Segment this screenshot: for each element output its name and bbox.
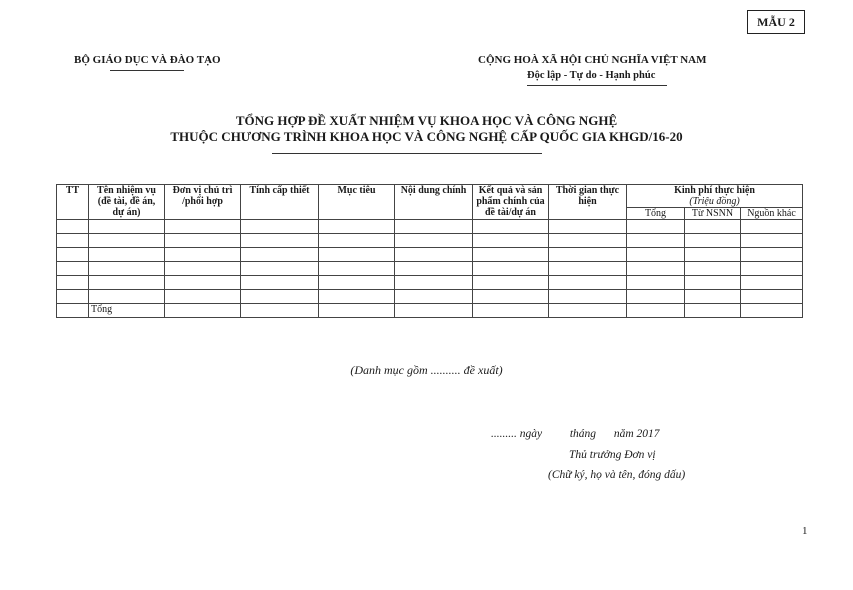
proposal-summary-table xyxy=(56,184,803,318)
table-row xyxy=(57,234,803,248)
col-header-tt: TT xyxy=(57,185,89,220)
motto-underline xyxy=(527,85,667,86)
budget-label: Kinh phí thực hiện xyxy=(674,185,755,196)
col-header-budget xyxy=(627,185,803,208)
total-label: Tổng xyxy=(89,304,165,318)
col-header-necessity: Tính cấp thiết xyxy=(241,185,319,220)
col-header-budget-other: Nguồn khác xyxy=(741,208,803,220)
date-month: tháng xyxy=(569,428,597,440)
date-year: năm 2017 xyxy=(613,428,660,440)
signature-note: (Chữ ký, họ và tên, đóng dấu) xyxy=(548,469,686,481)
document-title-line2: THUỘC CHƯƠNG TRÌNH KHOA HỌC VÀ CÔNG NGHỆ CẤP QUỐC GIA KHGD/16-20 xyxy=(170,129,683,144)
col-header-budget-total: Tổng xyxy=(627,208,685,220)
table-total-row xyxy=(57,304,803,318)
table-row xyxy=(57,290,803,304)
table-row xyxy=(57,220,803,234)
form-code-badge: MẪU 2 xyxy=(747,10,805,34)
title-underline xyxy=(272,153,542,154)
col-header-results: Kết quả và sản phẩm chính của đề tài/dự án xyxy=(473,185,549,220)
col-header-task-name: Tên nhiệm vụ (đề tài, đề án, dự án) xyxy=(89,185,165,220)
date-line xyxy=(491,428,660,440)
ministry-name: BỘ GIÁO DỤC VÀ ĐÀO TẠO xyxy=(74,54,221,66)
table-row xyxy=(57,248,803,262)
head-of-unit: Thủ trưởng Đơn vị xyxy=(569,449,656,461)
date-day: ......... ngày xyxy=(491,428,543,440)
col-header-duration: Thời gian thực hiện xyxy=(549,185,627,220)
nation-name: CỘNG HOÀ XÃ HỘI CHỦ NGHĨA VIỆT NAM xyxy=(478,54,707,66)
table-row xyxy=(57,262,803,276)
col-header-budget-state: Từ NSNN xyxy=(685,208,741,220)
document-title-line1: TỔNG HỢP ĐỀ XUẤT NHIỆM VỤ KHOA HỌC VÀ CÔNG NGHỆ xyxy=(235,113,618,128)
col-header-main-content: Nội dung chính xyxy=(395,185,473,220)
page-number: 1 xyxy=(802,525,808,537)
national-motto: Độc lập - Tự do - Hạnh phúc xyxy=(527,70,656,81)
ministry-underline xyxy=(110,70,184,71)
proposal-count-note: (Danh mục gồm .......... đề xuất) xyxy=(350,363,503,377)
table-row xyxy=(57,276,803,290)
col-header-lead-unit: Đơn vị chủ trì /phối hợp xyxy=(165,185,241,220)
col-header-objective: Mục tiêu xyxy=(319,185,395,220)
budget-unit: (Triệu đồng) xyxy=(689,196,740,207)
